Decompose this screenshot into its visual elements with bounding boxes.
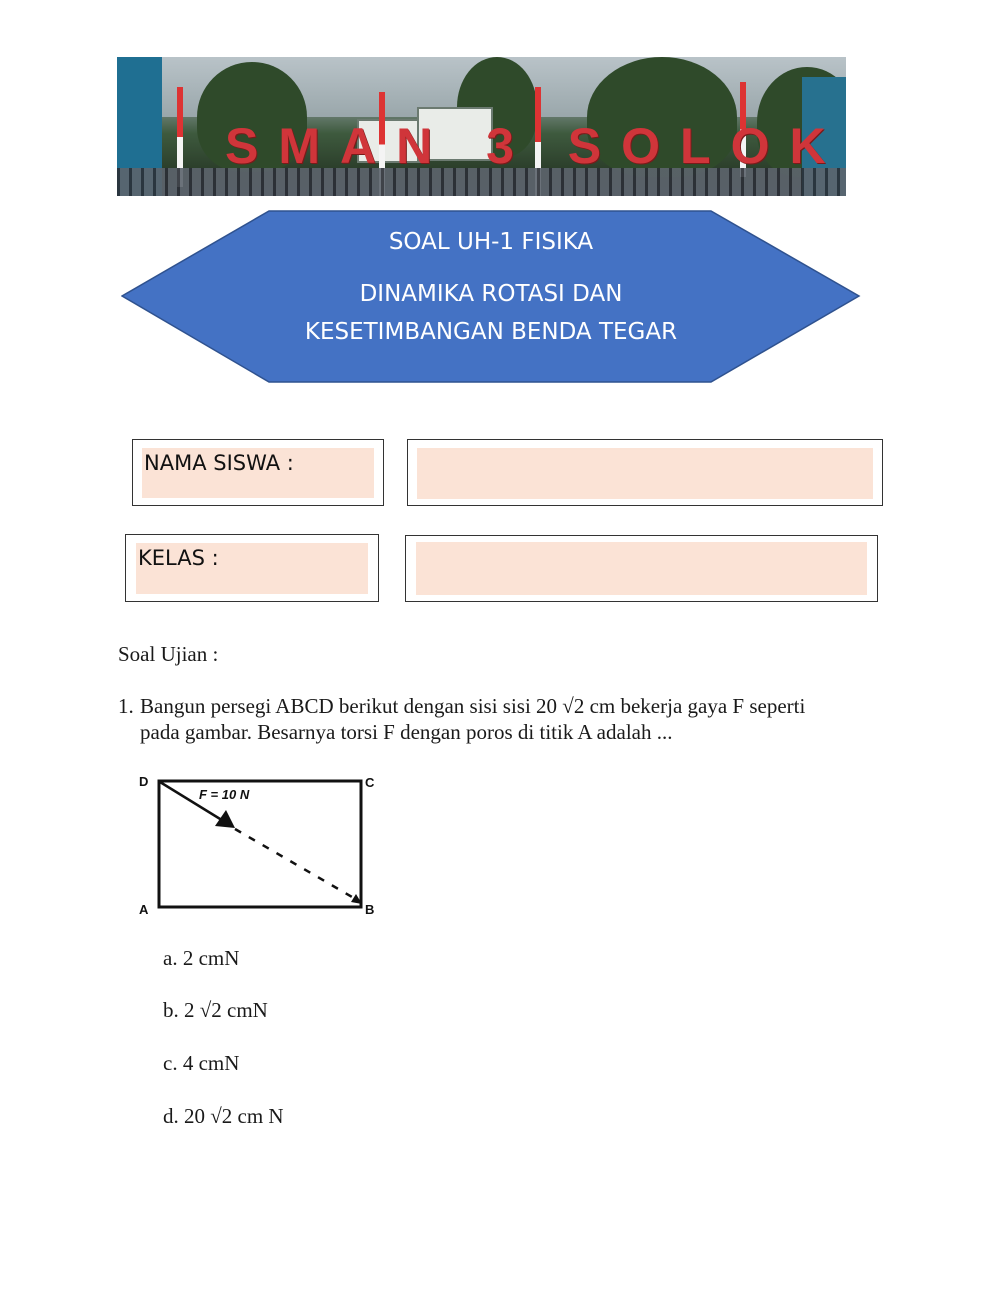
class-label-box <box>125 534 379 602</box>
force-label: F = 10 N <box>199 787 250 802</box>
class-input[interactable] <box>416 542 867 595</box>
corner-a-label: A <box>139 902 149 917</box>
name-label: NAMA SISWA : <box>144 451 294 475</box>
topic-line-1: DINAMIKA ROTASI DAN <box>359 281 623 307</box>
question-text-line-2: pada gambar. Besarnya torsi F dengan poros di titik A adalah ... <box>140 720 673 744</box>
option-d[interactable]: d. 20 √2 cm N <box>163 1104 284 1128</box>
class-field[interactable] <box>405 535 878 602</box>
question-text-line-1: Bangun persegi ABCD berikut dengan sisi sisi 20 √2 cm bekerja gaya F seperti <box>140 694 806 718</box>
class-label: KELAS : <box>138 546 219 570</box>
topic-line-2: KESETIMBANGAN BENDA TEGAR <box>304 319 678 345</box>
name-label-box <box>132 439 384 506</box>
name-field[interactable] <box>407 439 883 506</box>
school-banner-image <box>117 57 846 196</box>
school-name-sign: SMAN 3 SOLOK <box>225 118 846 174</box>
section-title: Soal Ujian : <box>118 642 219 666</box>
option-c[interactable]: c. 4 cmN <box>163 1051 240 1075</box>
corner-b-label: B <box>365 902 375 917</box>
corner-c-label: C <box>365 775 375 790</box>
question-number: 1. <box>118 694 134 718</box>
force-line-of-action <box>235 829 359 901</box>
option-b[interactable]: b. 2 √2 cmN <box>163 998 268 1022</box>
exam-title: SOAL UH-1 FISIKA <box>388 229 594 255</box>
corner-d-label: D <box>139 774 149 789</box>
square-force-diagram <box>135 768 385 920</box>
option-a[interactable]: a. 2 cmN <box>163 946 240 970</box>
name-input[interactable] <box>417 448 873 499</box>
